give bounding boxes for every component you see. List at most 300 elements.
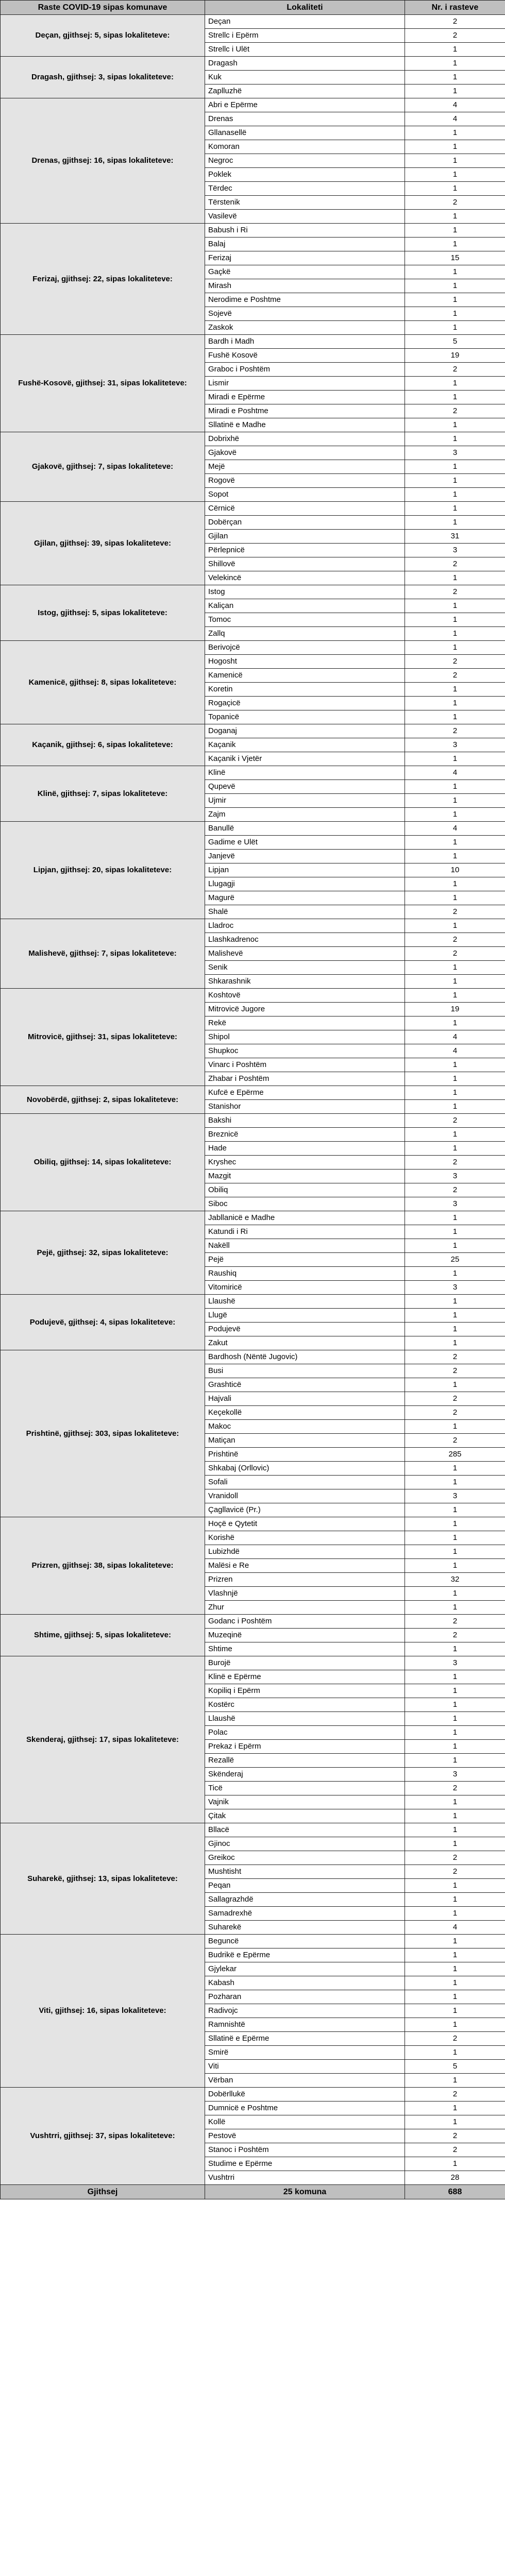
locality-cell: Lipjan — [205, 863, 405, 877]
case-count-cell: 1 — [405, 1517, 505, 1531]
locality-cell: Greikoc — [205, 1851, 405, 1865]
case-count-cell: 1 — [405, 850, 505, 863]
locality-cell: Shalë — [205, 905, 405, 919]
case-count-cell: 4 — [405, 1044, 505, 1058]
table-row — [1, 1295, 505, 1309]
case-count-cell: 4 — [405, 766, 505, 780]
municipality-cell: Malishevë, gjithsej: 7, sipas lokaliteteve: — [1, 919, 205, 989]
case-count-cell: 1 — [405, 1378, 505, 1392]
locality-cell: Stanishor — [205, 1100, 405, 1114]
locality-cell: Cërnicë — [205, 502, 405, 516]
locality-cell: Lubizhdë — [205, 1545, 405, 1559]
locality-cell: Gllanasellë — [205, 126, 405, 140]
case-count-cell: 2 — [405, 196, 505, 210]
locality-cell: Gaçkë — [205, 265, 405, 279]
locality-cell: Zallq — [205, 627, 405, 641]
municipality-cell: Fushë-Kosovë, gjithsej: 31, sipas lokaliteteve: — [1, 335, 205, 432]
municipality-cell: Shtime, gjithsej: 5, sipas lokaliteteve: — [1, 1615, 205, 1656]
locality-cell: Llugagji — [205, 877, 405, 891]
locality-cell: Strellc i Ulët — [205, 43, 405, 57]
case-count-cell: 5 — [405, 2060, 505, 2074]
table-row — [1, 822, 505, 836]
table-body — [1, 15, 505, 2185]
locality-cell: Zajm — [205, 808, 405, 822]
case-count-cell: 1 — [405, 1740, 505, 1754]
header-locality: Lokaliteti — [205, 1, 405, 15]
locality-cell: Gjakovë — [205, 446, 405, 460]
locality-cell: Poklek — [205, 168, 405, 182]
locality-cell: Velekincë — [205, 571, 405, 585]
locality-cell: Shillovë — [205, 557, 405, 571]
locality-cell: Mazgit — [205, 1170, 405, 1183]
locality-cell: Bakshi — [205, 1114, 405, 1128]
locality-cell: Katundi i Ri — [205, 1225, 405, 1239]
locality-cell: Dumnicë e Poshtme — [205, 2102, 405, 2115]
case-count-cell: 2 — [405, 585, 505, 599]
case-count-cell: 1 — [405, 1990, 505, 2004]
case-count-cell: 2 — [405, 1156, 505, 1170]
locality-cell: Llashkadrenoc — [205, 933, 405, 947]
locality-cell: Makoc — [205, 1420, 405, 1434]
case-count-cell: 1 — [405, 488, 505, 502]
case-count-cell: 1 — [405, 1211, 505, 1225]
municipality-cell: Klinë, gjithsej: 7, sipas lokaliteteve: — [1, 766, 205, 822]
table-row — [1, 15, 505, 29]
locality-cell: Rekë — [205, 1016, 405, 1030]
case-count-cell: 2 — [405, 724, 505, 738]
table-header-row — [1, 1, 505, 15]
case-count-cell: 1 — [405, 2074, 505, 2088]
locality-cell: Ramnishtë — [205, 2018, 405, 2032]
locality-cell: Kufcë e Epërme — [205, 1086, 405, 1100]
locality-cell: Dobërllukë — [205, 2088, 405, 2102]
case-count-cell: 1 — [405, 1823, 505, 1837]
table-row — [1, 1656, 505, 1670]
locality-cell: Zaskok — [205, 321, 405, 335]
table-row — [1, 919, 505, 933]
locality-cell: Busi — [205, 1364, 405, 1378]
locality-cell: Pestovë — [205, 2129, 405, 2143]
locality-cell: Stanoc i Poshtëm — [205, 2143, 405, 2157]
table-row — [1, 585, 505, 599]
municipality-cell: Vushtrri, gjithsej: 37, sipas lokaliteteve: — [1, 2088, 205, 2185]
locality-cell: Malishevë — [205, 947, 405, 961]
locality-cell: Dobrixhë — [205, 432, 405, 446]
locality-cell: Viti — [205, 2060, 405, 2074]
case-count-cell: 1 — [405, 1684, 505, 1698]
locality-cell: Miradi e Poshtme — [205, 404, 405, 418]
municipality-cell: Gjilan, gjithsej: 39, sipas lokaliteteve: — [1, 502, 205, 585]
case-count-cell: 1 — [405, 808, 505, 822]
case-count-cell: 1 — [405, 1559, 505, 1573]
locality-cell: Hogosht — [205, 655, 405, 669]
locality-cell: Tomoc — [205, 613, 405, 627]
table-row — [1, 1211, 505, 1225]
locality-cell: Shipol — [205, 1030, 405, 1044]
table-row — [1, 1823, 505, 1837]
case-count-cell: 1 — [405, 891, 505, 905]
table-row — [1, 989, 505, 1003]
case-count-cell: 1 — [405, 1086, 505, 1100]
locality-cell: Lismir — [205, 377, 405, 391]
case-count-cell: 1 — [405, 265, 505, 279]
locality-cell: Klinë — [205, 766, 405, 780]
locality-cell: Kryshec — [205, 1156, 405, 1170]
locality-cell: Dragash — [205, 57, 405, 71]
case-count-cell: 1 — [405, 2004, 505, 2018]
case-count-cell: 1 — [405, 2046, 505, 2060]
case-count-cell: 1 — [405, 1587, 505, 1601]
locality-cell: Topanicë — [205, 710, 405, 724]
locality-cell: Jabllanicë e Madhe — [205, 1211, 405, 1225]
municipality-cell: Drenas, gjithsej: 16, sipas lokaliteteve: — [1, 98, 205, 224]
locality-cell: Klinë e Epërme — [205, 1670, 405, 1684]
case-count-cell: 1 — [405, 391, 505, 404]
locality-cell: Mushtisht — [205, 1865, 405, 1879]
locality-cell: Kuk — [205, 71, 405, 84]
locality-cell: Budrikë e Epërme — [205, 1948, 405, 1962]
case-count-cell: 2 — [405, 1629, 505, 1642]
case-count-cell: 1 — [405, 710, 505, 724]
locality-cell: Rogovë — [205, 474, 405, 488]
case-count-cell: 1 — [405, 1100, 505, 1114]
case-count-cell: 2 — [405, 363, 505, 377]
case-count-cell: 1 — [405, 975, 505, 989]
case-count-cell: 1 — [405, 43, 505, 57]
case-count-cell: 1 — [405, 752, 505, 766]
locality-cell: Llaushë — [205, 1712, 405, 1726]
case-count-cell: 1 — [405, 1531, 505, 1545]
case-count-cell: 1 — [405, 57, 505, 71]
locality-cell: Strellc i Epërm — [205, 29, 405, 43]
locality-cell: Obiliq — [205, 1183, 405, 1197]
locality-cell: Kollë — [205, 2115, 405, 2129]
case-count-cell: 1 — [405, 2115, 505, 2129]
locality-cell: Negroc — [205, 154, 405, 168]
locality-cell: Dobërçan — [205, 516, 405, 530]
case-count-cell: 1 — [405, 516, 505, 530]
locality-cell: Tërdec — [205, 182, 405, 196]
case-count-cell: 1 — [405, 794, 505, 808]
locality-cell: Drenas — [205, 112, 405, 126]
case-count-cell: 1 — [405, 919, 505, 933]
case-count-cell: 1 — [405, 627, 505, 641]
locality-cell: Samadrexhë — [205, 1907, 405, 1921]
locality-cell: Zakut — [205, 1336, 405, 1350]
case-count-cell: 1 — [405, 1420, 505, 1434]
case-count-cell: 1 — [405, 1309, 505, 1323]
locality-cell: Gjilan — [205, 530, 405, 544]
locality-cell: Miradi e Epërme — [205, 391, 405, 404]
locality-cell: Keçekollë — [205, 1406, 405, 1420]
case-count-cell: 1 — [405, 1476, 505, 1489]
case-count-cell: 1 — [405, 168, 505, 182]
table-row — [1, 1114, 505, 1128]
case-count-cell: 1 — [405, 126, 505, 140]
locality-cell: Smirë — [205, 2046, 405, 2060]
case-count-cell: 1 — [405, 1698, 505, 1712]
locality-cell: Vitomiricë — [205, 1281, 405, 1295]
case-count-cell: 3 — [405, 738, 505, 752]
case-count-cell: 1 — [405, 279, 505, 293]
table-row — [1, 1350, 505, 1364]
case-count-cell: 1 — [405, 613, 505, 627]
locality-cell: Kamenicë — [205, 669, 405, 683]
case-count-cell: 1 — [405, 836, 505, 850]
table-row — [1, 224, 505, 238]
case-count-cell: 1 — [405, 1907, 505, 1921]
case-count-cell: 1 — [405, 1295, 505, 1309]
total-municipalities: 25 komuna — [205, 2185, 405, 2199]
locality-cell: Burojë — [205, 1656, 405, 1670]
case-count-cell: 3 — [405, 1489, 505, 1503]
case-count-cell: 2 — [405, 1434, 505, 1448]
locality-cell: Podujevë — [205, 1323, 405, 1336]
municipality-cell: Lipjan, gjithsej: 20, sipas lokaliteteve: — [1, 822, 205, 919]
case-count-cell: 3 — [405, 1656, 505, 1670]
table-row — [1, 1935, 505, 1948]
locality-cell: Shkabaj (Orllovic) — [205, 1462, 405, 1476]
locality-cell: Korishë — [205, 1531, 405, 1545]
case-count-cell: 2 — [405, 905, 505, 919]
locality-cell: Komoran — [205, 140, 405, 154]
case-count-cell: 1 — [405, 961, 505, 975]
locality-cell: Përlepnicë — [205, 544, 405, 557]
municipality-cell: Kaçanik, gjithsej: 6, sipas lokaliteteve: — [1, 724, 205, 766]
case-count-cell: 4 — [405, 1030, 505, 1044]
locality-cell: Vlashnjë — [205, 1587, 405, 1601]
locality-cell: Babush i Ri — [205, 224, 405, 238]
case-count-cell: 1 — [405, 460, 505, 474]
case-count-cell: 1 — [405, 599, 505, 613]
case-count-cell: 1 — [405, 1893, 505, 1907]
locality-cell: Berivojcë — [205, 641, 405, 655]
locality-cell: Zhabar i Poshtëm — [205, 1072, 405, 1086]
locality-cell: Matiçan — [205, 1434, 405, 1448]
case-count-cell: 1 — [405, 502, 505, 516]
case-count-cell: 3 — [405, 1281, 505, 1295]
locality-cell: Senik — [205, 961, 405, 975]
case-count-cell: 5 — [405, 335, 505, 349]
case-count-cell: 2 — [405, 1782, 505, 1795]
case-count-cell: 1 — [405, 1795, 505, 1809]
municipality-cell: Prishtinë, gjithsej: 303, sipas lokaliteteve: — [1, 1350, 205, 1517]
table-row — [1, 1086, 505, 1100]
locality-cell: Sllatinë e Madhe — [205, 418, 405, 432]
locality-cell: Kaliçan — [205, 599, 405, 613]
case-count-cell: 1 — [405, 84, 505, 98]
locality-cell: Llaushë — [205, 1295, 405, 1309]
locality-cell: Peqan — [205, 1879, 405, 1893]
locality-cell: Polac — [205, 1726, 405, 1740]
locality-cell: Sopot — [205, 488, 405, 502]
locality-cell: Doganaj — [205, 724, 405, 738]
case-count-cell: 1 — [405, 1726, 505, 1740]
table-row — [1, 1615, 505, 1629]
table-row — [1, 724, 505, 738]
table-total-row — [1, 2185, 505, 2199]
locality-cell: Sallagrazhdë — [205, 1893, 405, 1907]
locality-cell: Tërstenik — [205, 196, 405, 210]
locality-cell: Zaplluzhë — [205, 84, 405, 98]
case-count-cell: 31 — [405, 530, 505, 544]
locality-cell: Abri e Epërme — [205, 98, 405, 112]
case-count-cell: 3 — [405, 1170, 505, 1183]
municipality-cell: Dragash, gjithsej: 3, sipas lokaliteteve: — [1, 57, 205, 98]
table-row — [1, 2088, 505, 2102]
case-count-cell: 2 — [405, 1114, 505, 1128]
municipality-cell: Viti, gjithsej: 16, sipas lokaliteteve: — [1, 1935, 205, 2088]
locality-cell: Vërban — [205, 2074, 405, 2088]
locality-cell: Mitrovicë Jugore — [205, 1003, 405, 1016]
case-count-cell: 2 — [405, 557, 505, 571]
case-count-cell: 1 — [405, 1754, 505, 1768]
locality-cell: Bllacë — [205, 1823, 405, 1837]
case-count-cell: 2 — [405, 655, 505, 669]
locality-cell: Pozharan — [205, 1990, 405, 2004]
case-count-cell: 1 — [405, 321, 505, 335]
locality-cell: Kaçanik — [205, 738, 405, 752]
locality-cell: Mirash — [205, 279, 405, 293]
case-count-cell: 3 — [405, 1197, 505, 1211]
municipality-cell: Mitrovicë, gjithsej: 31, sipas lokaliteteve: — [1, 989, 205, 1086]
case-count-cell: 2 — [405, 1851, 505, 1865]
case-count-cell: 1 — [405, 697, 505, 710]
locality-cell: Malësi e Re — [205, 1559, 405, 1573]
case-count-cell: 1 — [405, 1712, 505, 1726]
table-row — [1, 98, 505, 112]
case-count-cell: 2 — [405, 1392, 505, 1406]
locality-cell: Bardhosh (Nëntë Jugovic) — [205, 1350, 405, 1364]
locality-cell: Deçan — [205, 15, 405, 29]
case-count-cell: 1 — [405, 1879, 505, 1893]
locality-cell: Balaj — [205, 238, 405, 251]
header-municipality: Raste COVID-19 sipas komunave — [1, 1, 205, 15]
municipality-cell: Istog, gjithsej: 5, sipas lokaliteteve: — [1, 585, 205, 641]
locality-cell: Nakëll — [205, 1239, 405, 1253]
locality-cell: Godanc i Poshtëm — [205, 1615, 405, 1629]
case-count-cell: 1 — [405, 1976, 505, 1990]
locality-cell: Sofali — [205, 1476, 405, 1489]
case-count-cell: 1 — [405, 641, 505, 655]
table-row — [1, 1517, 505, 1531]
case-count-cell: 1 — [405, 293, 505, 307]
case-count-cell: 2 — [405, 1183, 505, 1197]
case-count-cell: 2 — [405, 2088, 505, 2102]
locality-cell: Nerodime e Poshtme — [205, 293, 405, 307]
case-count-cell: 32 — [405, 1573, 505, 1587]
locality-cell: Shtime — [205, 1642, 405, 1656]
header-cases: Nr. i rasteve — [405, 1, 505, 15]
municipality-cell: Pejë, gjithsej: 32, sipas lokaliteteve: — [1, 1211, 205, 1295]
locality-cell: Grashticë — [205, 1378, 405, 1392]
municipality-cell: Suharekë, gjithsej: 13, sipas lokaliteteve: — [1, 1823, 205, 1935]
case-count-cell: 1 — [405, 307, 505, 321]
locality-cell: Sllatinë e Epërme — [205, 2032, 405, 2046]
case-count-cell: 2 — [405, 2129, 505, 2143]
case-count-cell: 1 — [405, 1837, 505, 1851]
locality-cell: Banullë — [205, 822, 405, 836]
locality-cell: Breznicë — [205, 1128, 405, 1142]
case-count-cell: 1 — [405, 1323, 505, 1336]
table-row — [1, 335, 505, 349]
case-count-cell: 3 — [405, 1768, 505, 1782]
locality-cell: Rogaçicë — [205, 697, 405, 710]
locality-cell: Shkarashnik — [205, 975, 405, 989]
locality-cell: Rezallë — [205, 1754, 405, 1768]
locality-cell: Prizren — [205, 1573, 405, 1587]
locality-cell: Qupevë — [205, 780, 405, 794]
case-count-cell: 1 — [405, 432, 505, 446]
case-count-cell: 2 — [405, 1865, 505, 1879]
case-count-cell: 25 — [405, 1253, 505, 1267]
table-row — [1, 641, 505, 655]
locality-cell: Skënderaj — [205, 1768, 405, 1782]
municipality-cell: Obiliq, gjithsej: 14, sipas lokaliteteve: — [1, 1114, 205, 1211]
case-count-cell: 3 — [405, 446, 505, 460]
case-count-cell: 2 — [405, 404, 505, 418]
case-count-cell: 1 — [405, 210, 505, 224]
locality-cell: Janjevë — [205, 850, 405, 863]
locality-cell: Prekaz i Epërm — [205, 1740, 405, 1754]
case-count-cell: 2 — [405, 933, 505, 947]
case-count-cell: 1 — [405, 1503, 505, 1517]
locality-cell: Vasilevë — [205, 210, 405, 224]
case-count-cell: 2 — [405, 29, 505, 43]
case-count-cell: 1 — [405, 1267, 505, 1281]
case-count-cell: 10 — [405, 863, 505, 877]
case-count-cell: 1 — [405, 377, 505, 391]
case-count-cell: 1 — [405, 1642, 505, 1656]
locality-cell: Magurë — [205, 891, 405, 905]
locality-cell: Kabash — [205, 1976, 405, 1990]
municipality-cell: Ferizaj, gjithsej: 22, sipas lokaliteteve: — [1, 224, 205, 335]
municipality-cell: Gjakovë, gjithsej: 7, sipas lokaliteteve: — [1, 432, 205, 502]
locality-cell: Ticë — [205, 1782, 405, 1795]
locality-cell: Bardh i Madh — [205, 335, 405, 349]
total-label: Gjithsej — [1, 2185, 205, 2199]
table-row — [1, 432, 505, 446]
municipality-cell: Skenderaj, gjithsej: 17, sipas lokaliteteve: — [1, 1656, 205, 1823]
case-count-cell: 285 — [405, 1448, 505, 1462]
locality-cell: Vinarc i Poshtëm — [205, 1058, 405, 1072]
municipality-cell: Podujevë, gjithsej: 4, sipas lokaliteteve: — [1, 1295, 205, 1350]
case-count-cell: 1 — [405, 1128, 505, 1142]
locality-cell: Ujmir — [205, 794, 405, 808]
locality-cell: Çitak — [205, 1809, 405, 1823]
case-count-cell: 1 — [405, 182, 505, 196]
case-count-cell: 4 — [405, 1921, 505, 1935]
case-count-cell: 1 — [405, 683, 505, 697]
case-count-cell: 1 — [405, 2018, 505, 2032]
case-count-cell: 2 — [405, 947, 505, 961]
locality-cell: Hoçë e Qytetit — [205, 1517, 405, 1531]
case-count-cell: 1 — [405, 418, 505, 432]
locality-cell: Studime e Epërme — [205, 2157, 405, 2171]
case-count-cell: 4 — [405, 98, 505, 112]
case-count-cell: 1 — [405, 224, 505, 238]
case-count-cell: 28 — [405, 2171, 505, 2185]
case-count-cell: 19 — [405, 1003, 505, 1016]
locality-cell: Muzeqinë — [205, 1629, 405, 1642]
case-count-cell: 1 — [405, 1670, 505, 1684]
locality-cell: Zhur — [205, 1601, 405, 1615]
locality-cell: Suharekë — [205, 1921, 405, 1935]
total-cases: 688 — [405, 2185, 505, 2199]
locality-cell: Hade — [205, 1142, 405, 1156]
locality-cell: Gjinoc — [205, 1837, 405, 1851]
municipality-cell: Deçan, gjithsej: 5, sipas lokaliteteve: — [1, 15, 205, 57]
